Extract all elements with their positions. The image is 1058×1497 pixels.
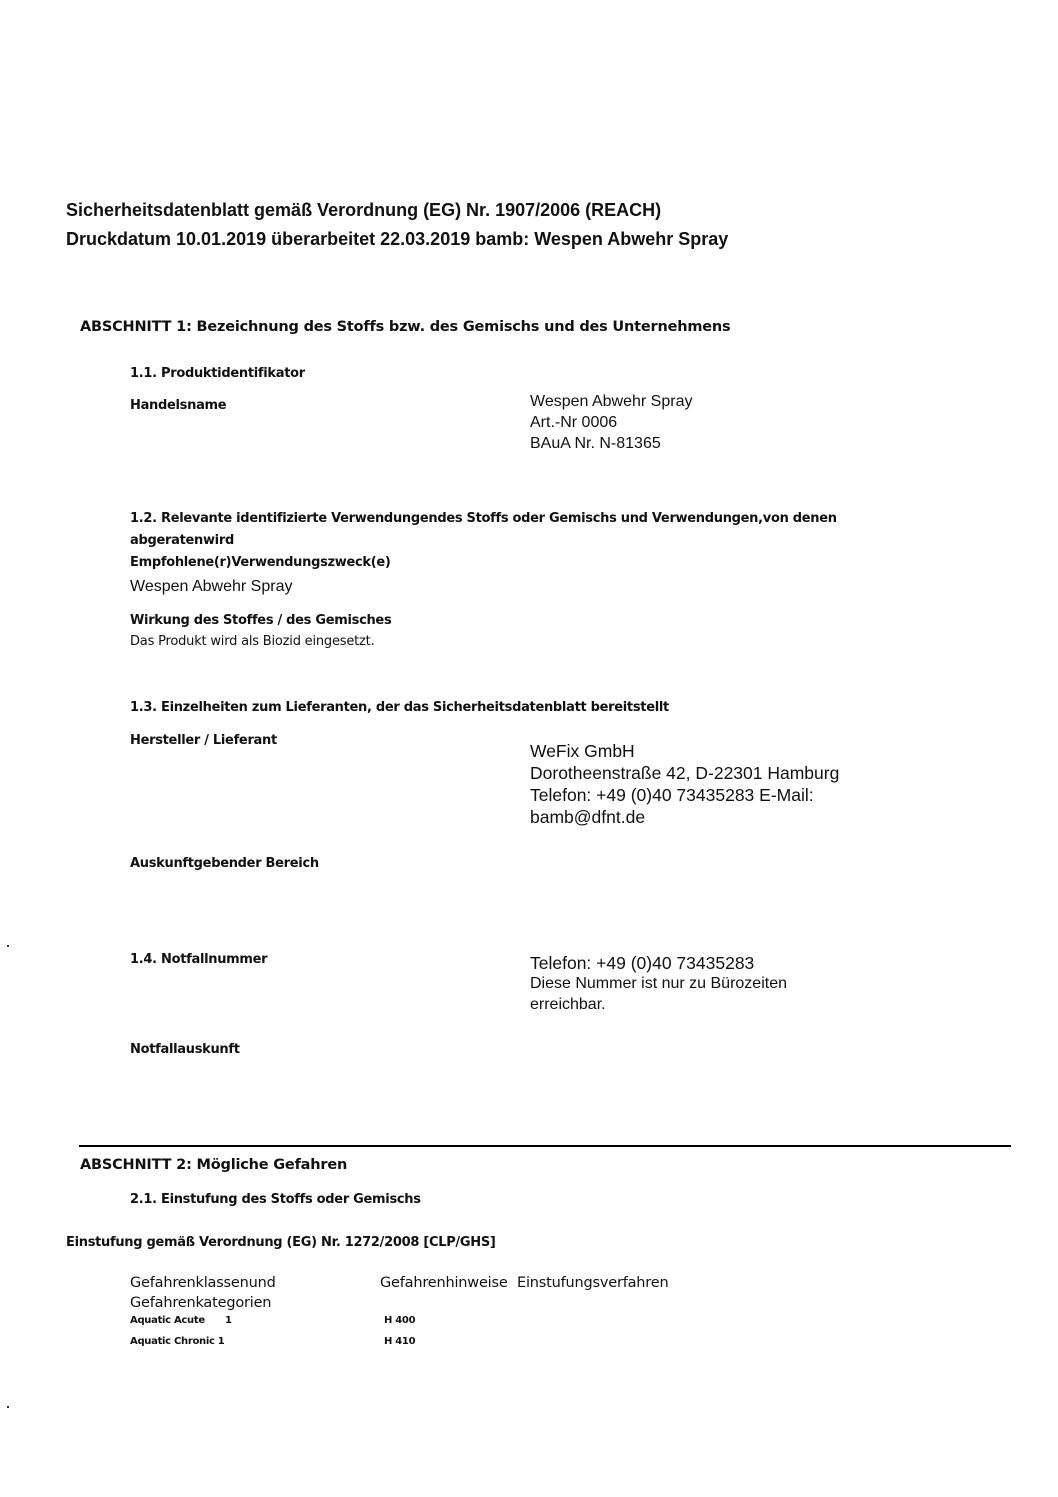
value-handelsname [530, 391, 692, 454]
margin-mark [7, 1406, 9, 1408]
table-row-1-hinweis: H 400 [384, 1315, 416, 1326]
section-1-title: ABSCHNITT 1: Bezeichnung des Stoffs bzw. des Gemischs und des Unternehmens [80, 319, 731, 335]
table-row-2-klasse: Aquatic Chronic 1 [130, 1336, 225, 1347]
supplier-name: WeFix GmbH [530, 741, 635, 761]
section-divider [79, 1145, 1011, 1147]
label-hersteller: Hersteller / Lieferant [130, 733, 277, 748]
table-header-klassen-line2: Gefahrenkategorien [130, 1295, 272, 1311]
label-handelsname: Handelsname [130, 398, 227, 413]
supplier-email: bamb@dfnt.de [530, 807, 646, 827]
table-header-verfahren: Einstufungsverfahren [517, 1275, 669, 1291]
table-row-1-klasse: Aquatic Acute [130, 1315, 205, 1326]
heading-1-3: 1.3. Einzelheiten zum Lieferanten, der das Sicherheitsdatenblatt bereitstellt [130, 700, 669, 715]
table-header-klassen-line1: Gefahrenklassenund [130, 1275, 276, 1291]
product-name: Wespen Abwehr Spray [530, 393, 693, 410]
value-wirkung: Das Produkt wird als Biozid eingesetzt. [130, 634, 375, 649]
table-row-1-kategorie: 1 [225, 1315, 232, 1326]
article-number: Art.-Nr 0006 [530, 414, 618, 431]
heading-1-2-line1: 1.2. Relevante identifizierte Verwendungendes Stoffs oder Gemischs und Verwendungen,von denen [130, 511, 837, 526]
notfall-note-line2: erreichbar. [530, 996, 606, 1013]
label-auskunft: Auskunftgebender Bereich [130, 856, 319, 871]
table-header-klassen [130, 1273, 276, 1313]
table-row-2-hinweis: H 410 [384, 1336, 416, 1347]
table-header-hinweise: Gefahrenhinweise [380, 1275, 508, 1291]
margin-mark [7, 945, 9, 947]
baua-number: BAuA Nr. N-81365 [530, 435, 661, 452]
supplier-phone-email: Telefon: +49 (0)40 73435283 E-Mail: [530, 785, 814, 805]
document-subtitle: Druckdatum 10.01.2019 überarbeitet 22.03.2019 bamb: Wespen Abwehr Spray [66, 229, 729, 249]
label-notfallnummer: 1.4. Notfallnummer [130, 952, 268, 967]
label-notfallauskunft: Notfallauskunft [130, 1042, 240, 1057]
value-notfall-note [530, 973, 787, 1015]
heading-2-1: 2.1. Einstufung des Stoffs oder Gemischs [130, 1192, 421, 1207]
value-verwendungszweck: Wespen Abwehr Spray [130, 578, 293, 595]
value-notfall-phone: Telefon: +49 (0)40 73435283 [530, 953, 755, 973]
notfall-note-line1: Diese Nummer ist nur zu Bürozeiten [530, 975, 787, 992]
document-title: Sicherheitsdatenblatt gemäß Verordnung (EG) Nr. 1907/2006 (REACH) [66, 200, 662, 220]
classification-heading: Einstufung gemäß Verordnung (EG) Nr. 1272/2008 [CLP/GHS] [66, 1235, 496, 1250]
label-verwendungszweck: Empfohlene(r)Verwendungszweck(e) [130, 555, 391, 570]
heading-1-1: 1.1. Produktidentifikator [130, 366, 305, 381]
label-wirkung: Wirkung des Stoffes / des Gemisches [130, 613, 392, 628]
supplier-address: Dorotheenstraße 42, D-22301 Hamburg [530, 763, 840, 783]
section-2-title: ABSCHNITT 2: Mögliche Gefahren [80, 1157, 348, 1173]
value-hersteller [530, 740, 839, 828]
heading-1-2-line2: abgeratenwird [130, 533, 234, 548]
